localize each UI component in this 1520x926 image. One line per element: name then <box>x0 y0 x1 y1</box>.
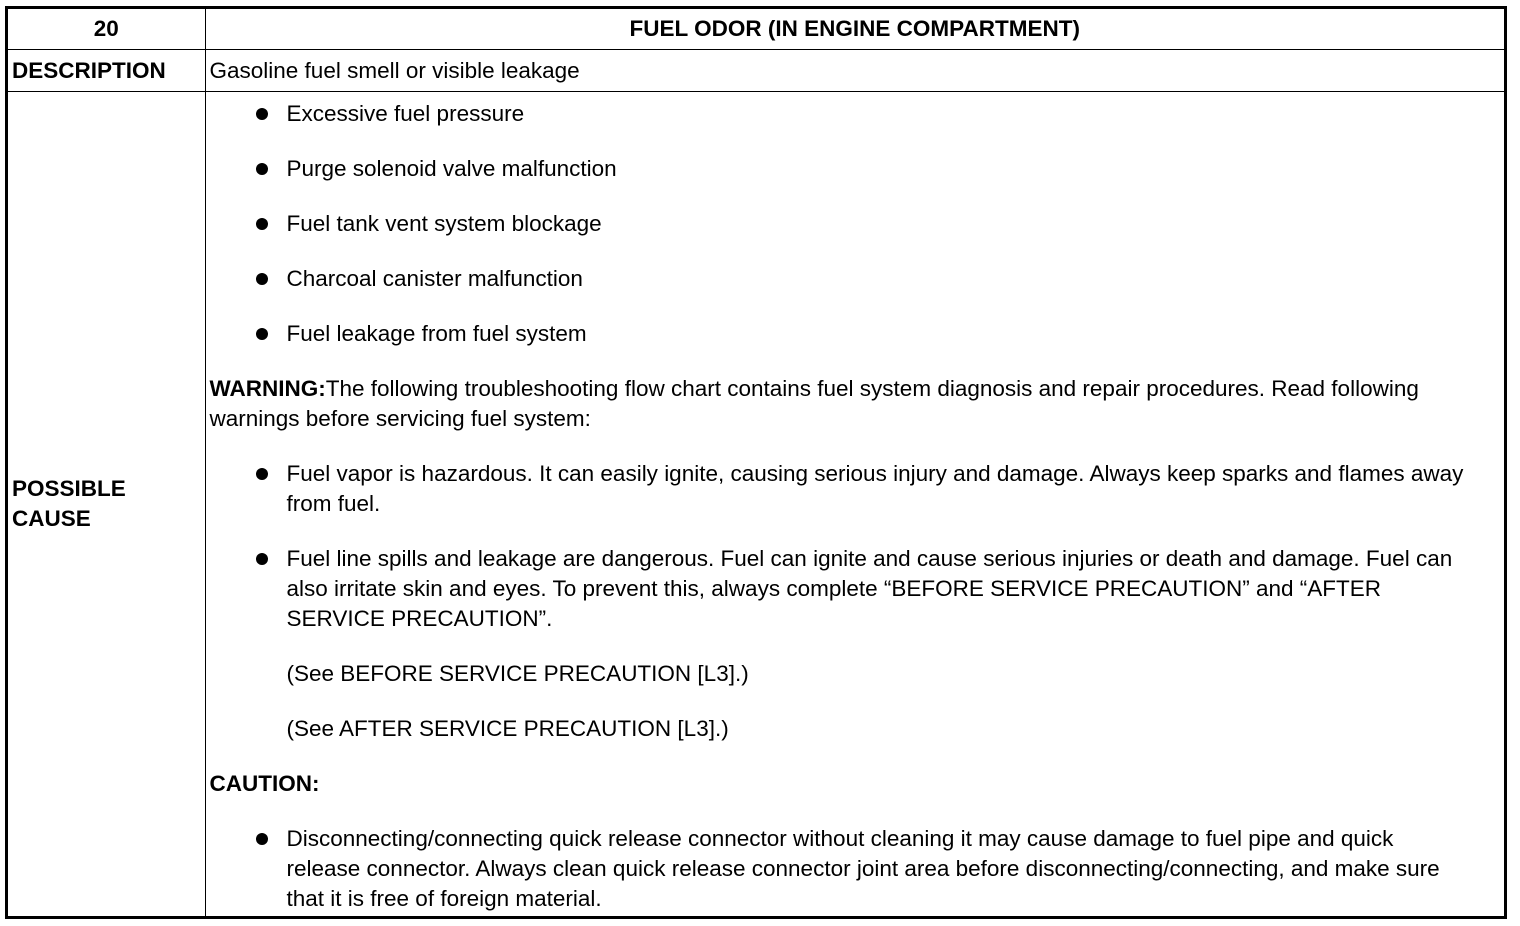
possible-cause-label-line2: CAUSE <box>12 506 91 531</box>
caution-label: CAUTION: <box>209 771 320 796</box>
warning-item: Fuel line spills and leakage are dangerous. Fuel can ignite and cause serious injuries or death and damage. Fuel can also irritate skin and eyes. To prevent this, always complete “BEFORE SERVICE PRECAUTION” and “AFTER SERVICE PRECAUTION”. <box>210 544 1465 634</box>
cause-item: Charcoal canister malfunction <box>210 264 1465 294</box>
header-row <box>8 9 1504 50</box>
description-row <box>8 50 1504 92</box>
cause-list <box>210 99 1465 349</box>
caution-item: Disconnecting/connecting quick release connector without cleaning it may cause damage to fuel pipe and quick release connector. Always clean quick release connector joint area before disconnecting/connecting, and make sure that it is free of foreign material. <box>210 824 1465 914</box>
cause-item: Excessive fuel pressure <box>210 99 1465 129</box>
description-text: Gasoline fuel smell or visible leakage <box>205 50 1504 92</box>
warning-text: The following troubleshooting flow chart contains fuel system diagnosis and repair procedures. Read following warnings before servicing fuel system: <box>209 376 1419 431</box>
step-number: 20 <box>8 9 205 50</box>
caution-list <box>210 824 1465 914</box>
see-before-service-reference: (See BEFORE SERVICE PRECAUTION [L3].) <box>286 661 749 686</box>
possible-cause-content <box>205 92 1504 917</box>
warning-item: Fuel vapor is hazardous. It can easily ignite, causing serious injury and damage. Always keep sparks and flames away from fuel. <box>210 459 1465 519</box>
possible-cause-label <box>8 92 205 917</box>
step-title: FUEL ODOR (IN ENGINE COMPARTMENT) <box>205 9 1504 50</box>
warning-paragraph <box>210 374 1465 434</box>
description-label: DESCRIPTION <box>8 50 205 92</box>
cause-item: Fuel leakage from fuel system <box>210 319 1465 349</box>
warning-list <box>210 459 1465 634</box>
troubleshooting-table-frame <box>5 6 1507 919</box>
see-after-service-reference: (See AFTER SERVICE PRECAUTION [L3].) <box>286 716 729 741</box>
cause-item: Purge solenoid valve malfunction <box>210 154 1465 184</box>
troubleshooting-table <box>8 9 1504 916</box>
cause-item: Fuel tank vent system blockage <box>210 209 1465 239</box>
possible-cause-row <box>8 92 1504 917</box>
possible-cause-label-line1: POSSIBLE <box>12 476 126 501</box>
warning-label: WARNING: <box>209 376 326 401</box>
